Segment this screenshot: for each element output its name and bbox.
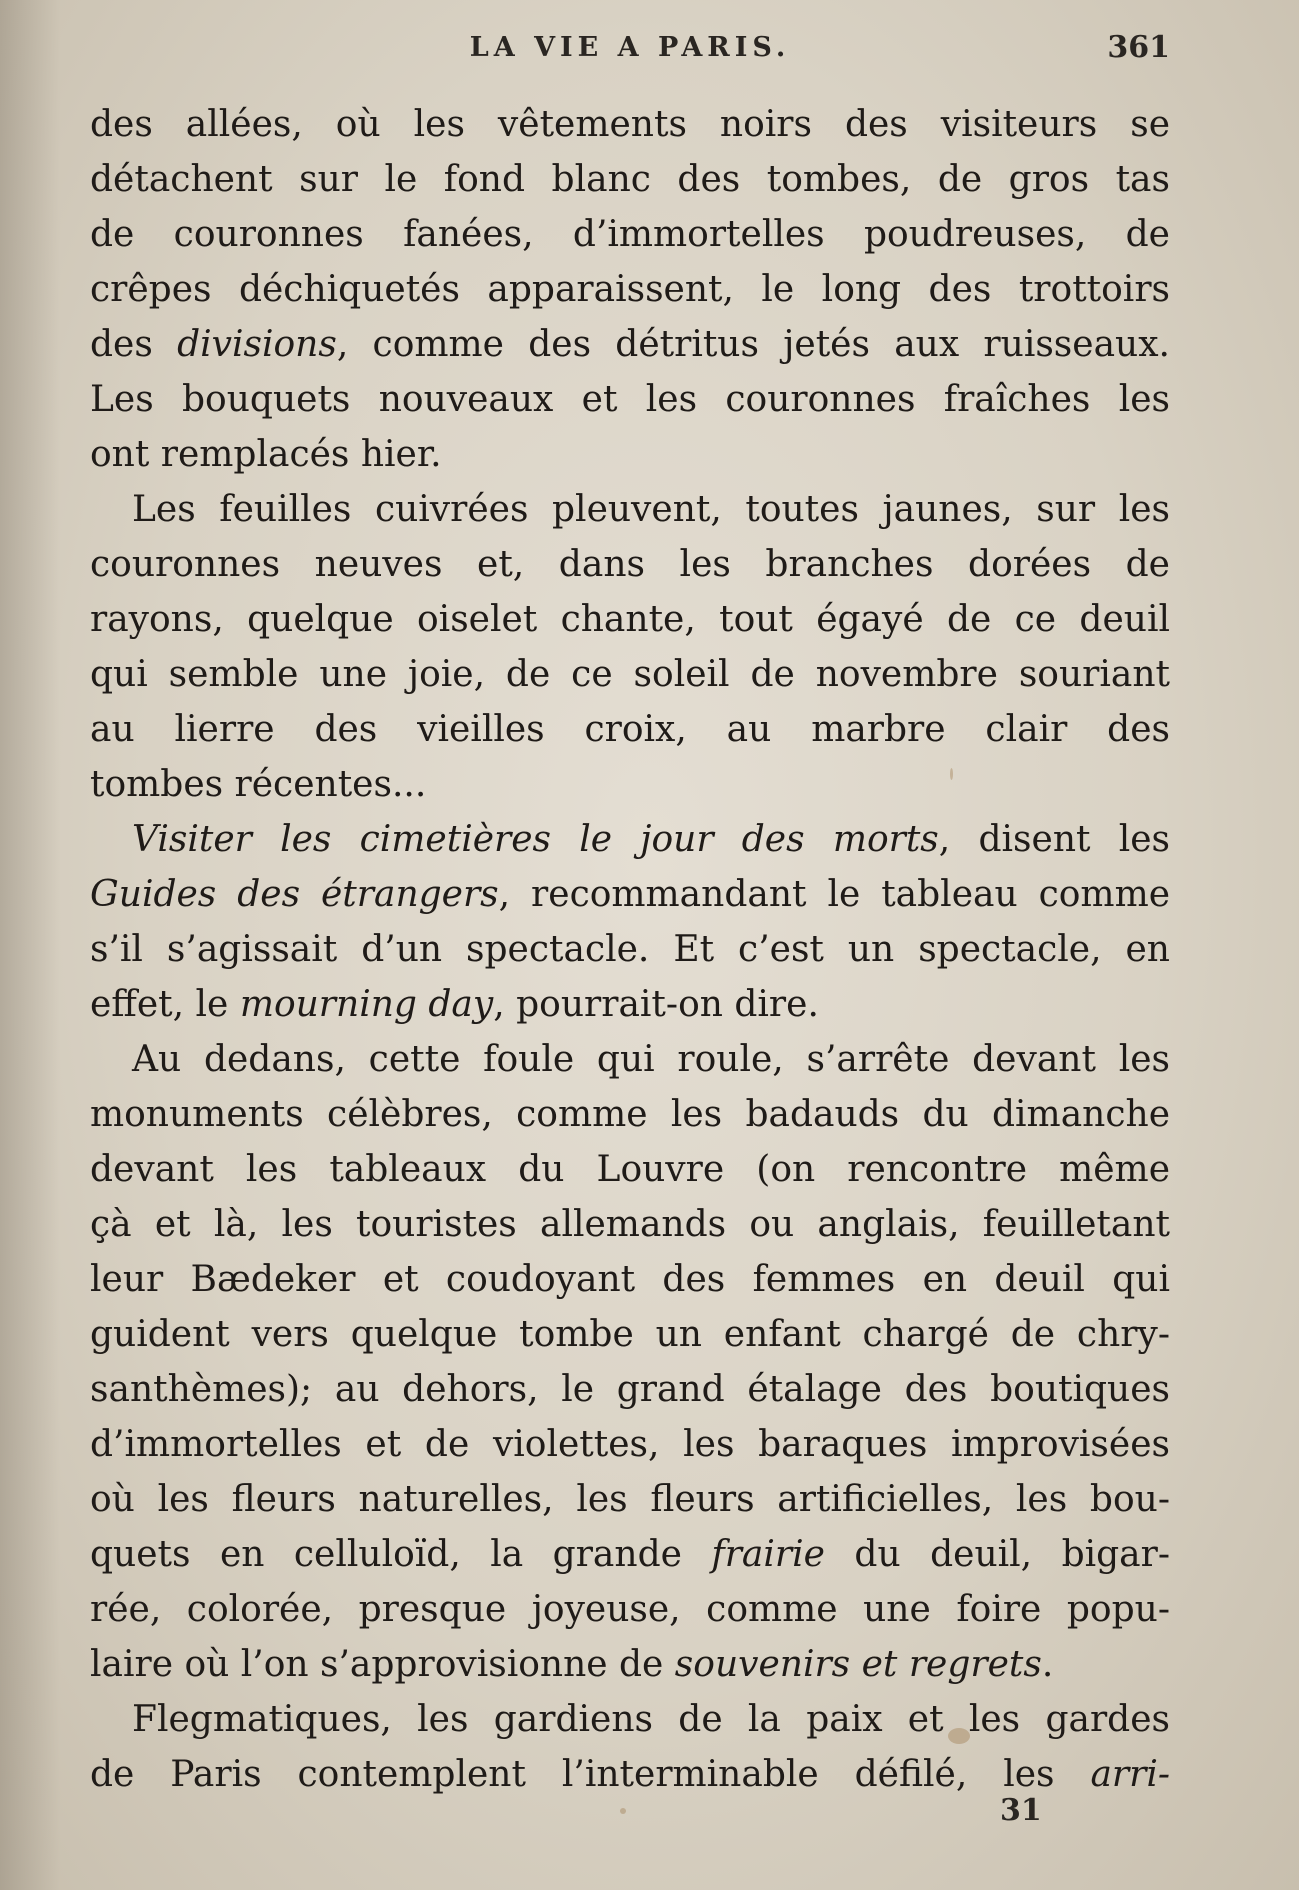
text-line: Les bouquets nouveaux et les couronnes fraîches les	[90, 379, 1170, 420]
text-line: Au dedans, cette foule qui roule, s’arrête devant les	[132, 1039, 1170, 1080]
text-line: ont remplacés hier.	[90, 434, 442, 475]
text-line: qui semble une joie, de ce soleil de novembre souriant	[90, 654, 1170, 695]
running-title: LA VIE A PARIS.	[469, 32, 791, 63]
text-line: où les fleurs naturelles, les fleurs artificielles, les bou-	[90, 1479, 1170, 1520]
text-line: couronnes neuves et, dans les branches dorées de	[90, 544, 1170, 585]
text-line: détachent sur le fond blanc des tombes, de gros tas	[90, 159, 1170, 200]
text-line: Visiter les cimetières le jour des morts, disent les	[132, 819, 1170, 860]
text-line: monuments célèbres, comme les badauds du dimanche	[90, 1094, 1170, 1135]
text-line: des allées, où les vêtements noirs des visiteurs se	[90, 104, 1170, 145]
text-line: quets en celluloïd, la grande frairie du deuil, bigar-	[90, 1534, 1171, 1575]
page-number: 361	[1107, 30, 1170, 65]
text-line: crêpes déchiquetés apparaissent, le long des trottoirs	[90, 269, 1170, 310]
foxing-spot	[950, 768, 953, 780]
text-line: guident vers quelque tombe un enfant chargé de chry-	[90, 1314, 1170, 1355]
text-line: santhèmes); au dehors, le grand étalage des boutiques	[90, 1369, 1170, 1410]
text-line: laire où l’on s’approvisionne de souvenirs et regrets.	[90, 1644, 1054, 1685]
foxing-spot	[620, 1808, 626, 1814]
body-text	[90, 97, 1170, 1802]
text-line: effet, le mourning day, pourrait-on dire.	[90, 984, 819, 1025]
text-line: s’il s’agissait d’un spectacle. Et c’est un spectacle, en	[90, 929, 1170, 970]
text-line: rée, colorée, presque joyeuse, comme une foire popu-	[90, 1589, 1170, 1630]
foxing-spot	[948, 1728, 970, 1744]
text-line: devant les tableaux du Louvre (on rencontre même	[90, 1149, 1170, 1190]
text-line: çà et là, les touristes allemands ou anglais, feuilletant	[90, 1204, 1170, 1245]
text-line: au lierre des vieilles croix, au marbre clair des	[90, 709, 1170, 750]
text-line: Les feuilles cuivrées pleuvent, toutes jaunes, sur les	[132, 489, 1170, 530]
text-line: tombes récentes...	[90, 764, 427, 805]
printer-signature-mark: 31	[1000, 1793, 1042, 1828]
text-line: Flegmatiques, les gardiens de la paix et les gardes	[132, 1699, 1170, 1740]
text-line: rayons, quelque oiselet chante, tout égayé de ce deuil	[90, 599, 1170, 640]
text-line: de couronnes fanées, d’immortelles poudreuses, de	[90, 214, 1170, 255]
text-line: des divisions, comme des détritus jetés aux ruisseaux.	[90, 324, 1170, 365]
text-line: d’immortelles et de violettes, les baraques improvisées	[90, 1424, 1170, 1465]
page-header	[90, 32, 1170, 72]
text-line: Guides des étrangers, recommandant le tableau comme	[90, 874, 1171, 915]
text-line: leur Bædeker et coudoyant des femmes en deuil qui	[90, 1259, 1170, 1300]
text-line: de Paris contemplent l’interminable défilé, les arri-	[90, 1754, 1170, 1795]
